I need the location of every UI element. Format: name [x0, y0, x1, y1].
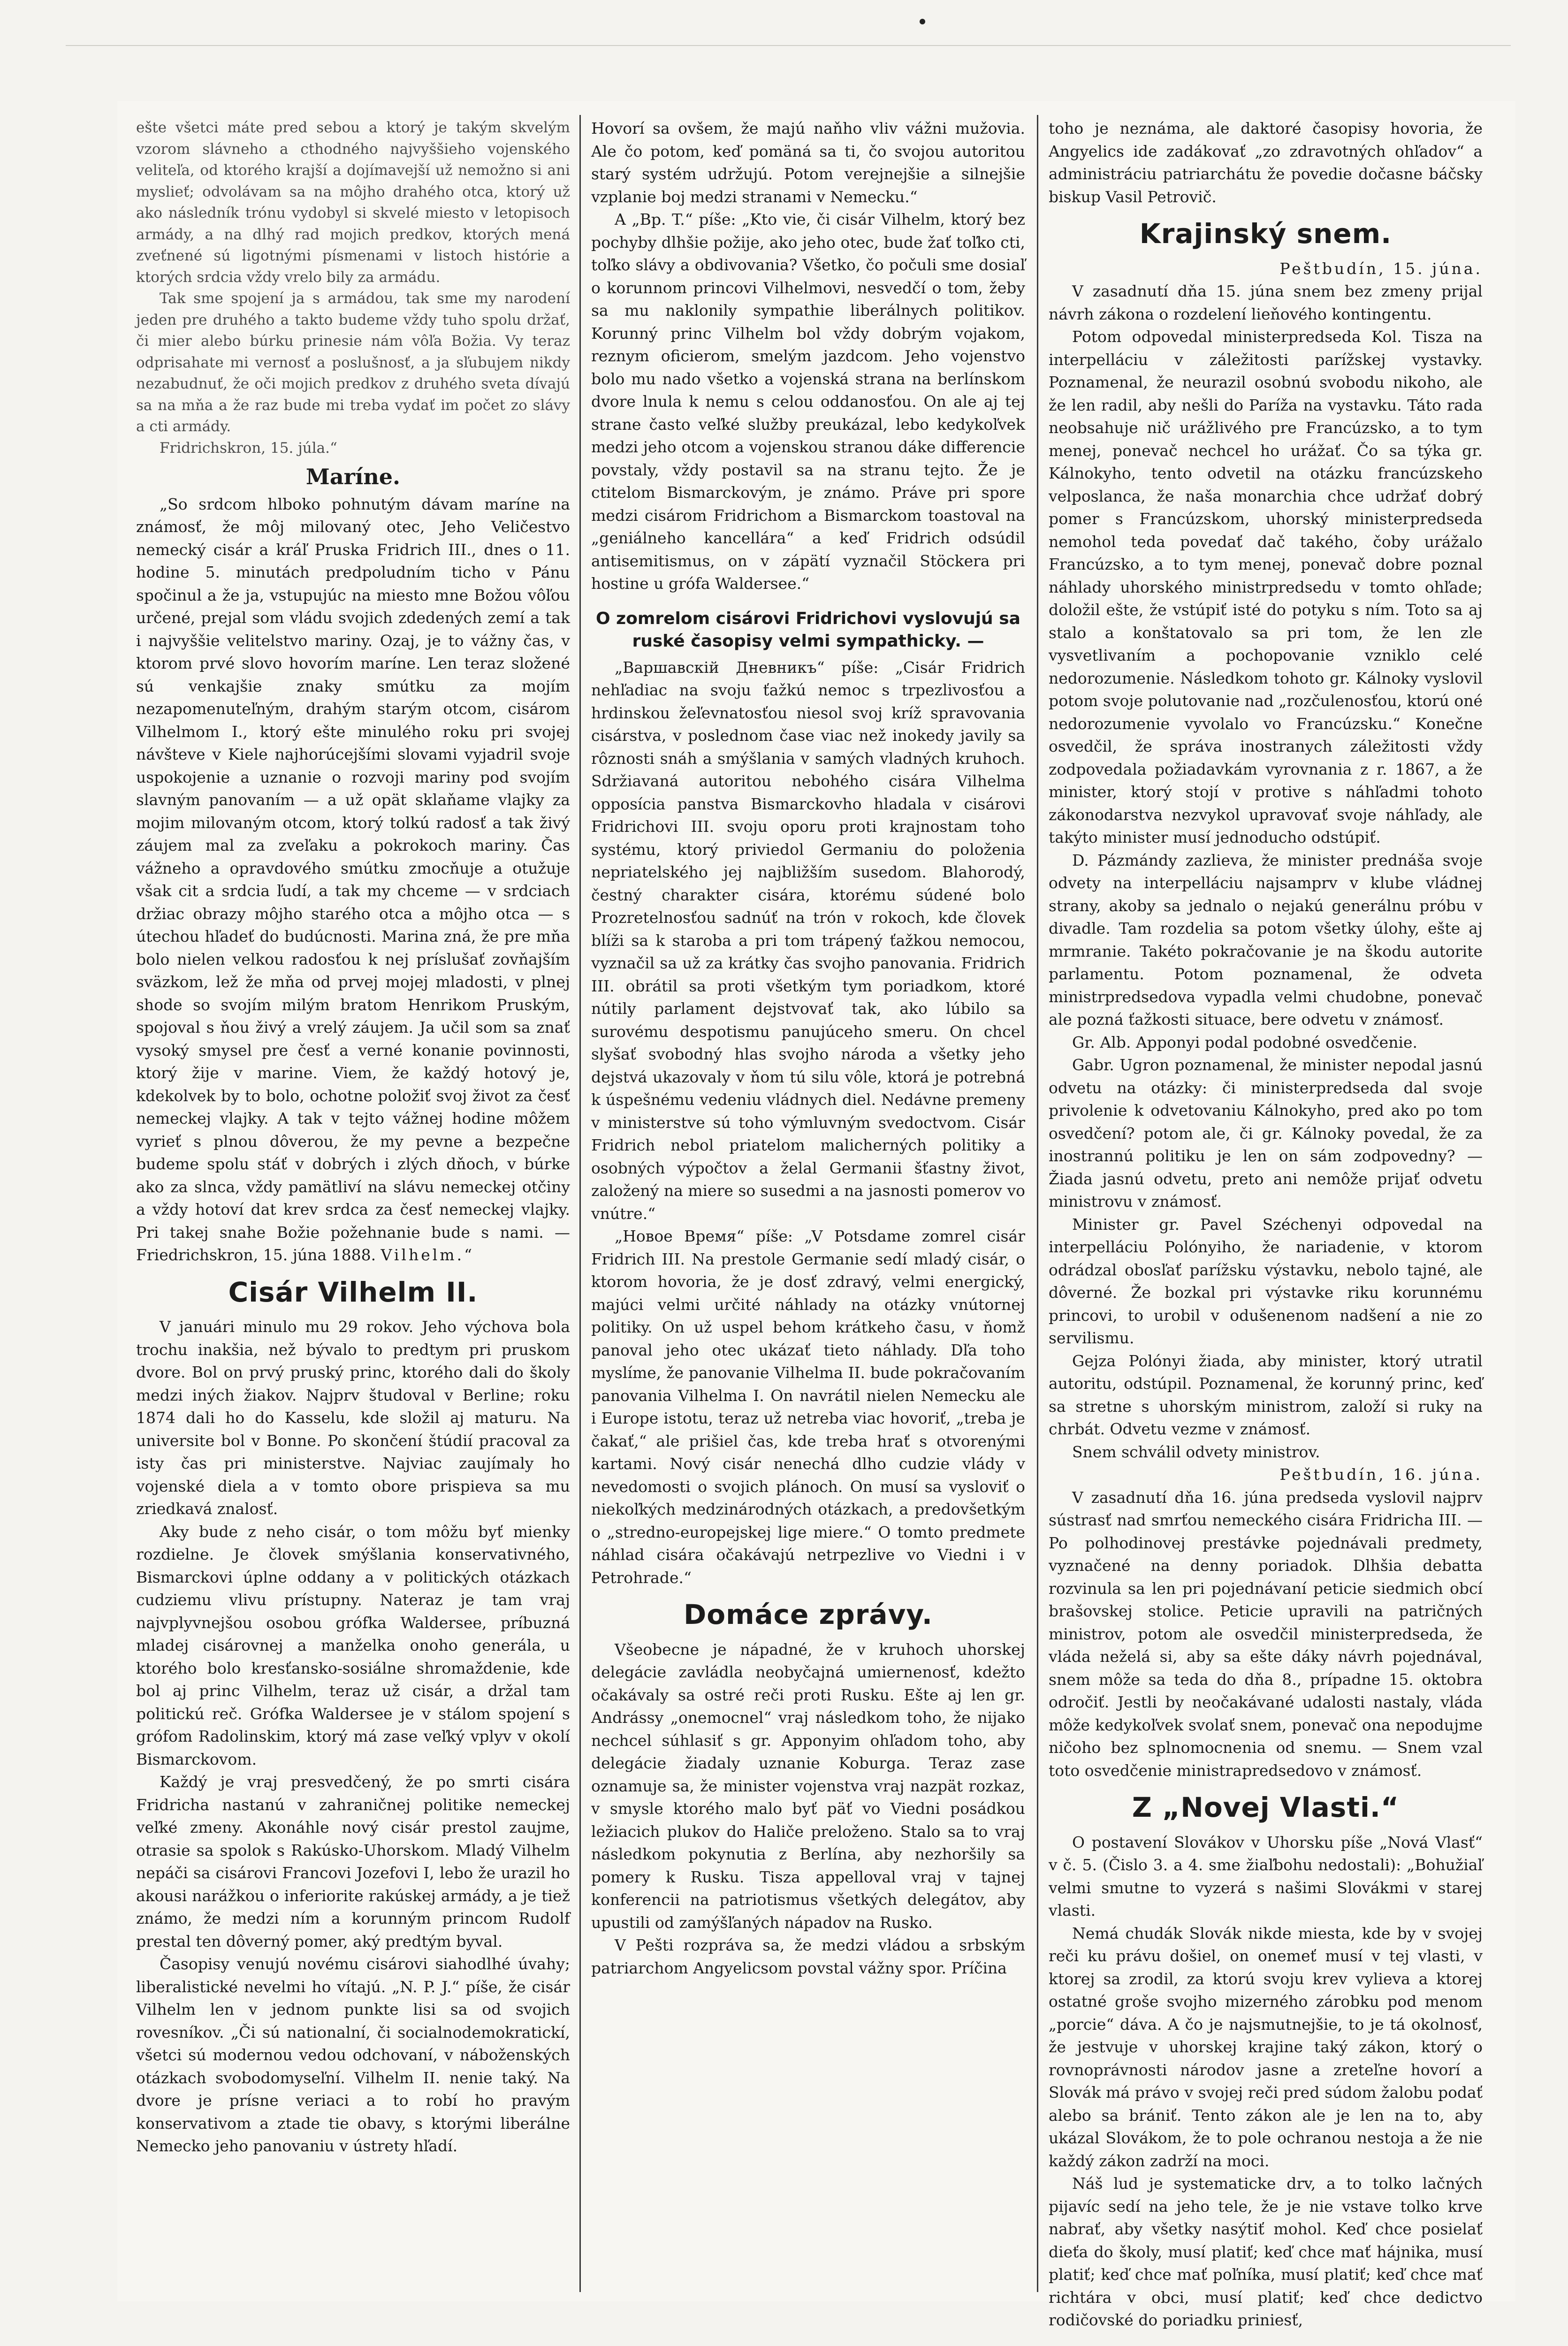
newspaper-page: [117, 101, 1515, 2329]
section-heading-nova-vlast: Z „Novej Vlasti.“: [1132, 1791, 1400, 1823]
paragraph: Snem schválil odvety ministrov.: [1072, 1442, 1320, 1461]
column-3: [1049, 117, 1483, 2332]
column-2: [591, 117, 1025, 1980]
paragraph: Hovorí sa ovšem, že majú naňho vliv vážni mužovia. Ale čo potom, keď pomäná sa ti, čo svojou autoritou starý systém udržujú. Potom verejnejšie a silnejšie vzplanie boj medzi stranami v Nemecku.“: [591, 119, 1025, 206]
paragraph: D. Pázmándy zazlieva, že minister prednáša svoje odvety na interpelláciu najsamprv v klube vládnej strany, akoby sa jednalo o nejakú generálnu próbu v divadle. Tam rozdelia sa potom všetky úlohy, ešte aj mrmranie. Takéto pokračovanie je na škodu autorite parlamentu. Potom poznamenal, že odveta ministrpredsedova vypadla velmi chudobne, ponevač ale pozná ťažkosti situace, bere odvetu v známosť.: [1049, 851, 1483, 1028]
column-rule: [1037, 115, 1038, 2292]
section-heading-diet: Krajinský snem.: [1139, 218, 1392, 250]
paragraph: O postavení Slovákov v Uhorsku píše „Nová Vlasť“ v č. 5. (Čislo 3. a 4. sme žiaľbohu nedostali): „Bohužiaľ velmi smutne to vyzerá s našimi Slovákmi v starej vlasti.: [1049, 1833, 1483, 1919]
paragraph: ešte všetci máte pred sebou a ktorý je takým skvelým vzorom slávneho a cthodného najvyššieho vojenského veliteľa, od ktorého krajší a dojímavejší už nemožno si ani myslieť; odvolávam sa na môjho drahého otca, ktorý už ako následník trónu vydobyl si skvelé miesto v letopisoch armády, a na dlhý rad mojich predkov, ktorých mená zveťnené sú ligotnými písmenami v listoch histórie a ktorých srdcia vždy vrelo bily za armádu.: [136, 119, 570, 286]
signature-line: Fridrichskron, 15. júla.“: [160, 439, 337, 457]
paragraph: „Новое Время“ píše: „V Potsdame zomrel cisár Fridrich III. Na prestole Germanie sedí mladý cisár, o ktorom hovoria, že je dosť zdravý, velmi energický, majúci velmi určité náhlady na otázky vnútornej politiky. On už uspel behom krátkeho času, v ňomž panoval jeho otec ukázať tieto náhlady. Dľa toho myslíme, že panovanie Vilhelma II. bude pokračovaním panovania Vilhelma I. On navrátil nielen Nemecku ale i Europe istotu, teraz už netreba viac hovoriť, „treba je čakať,“ ale prišiel čas, kde treba hrať s otvorenými kartami. Nový cisár nenechá dlho cudzie vlády v nevedomosti o svojich plánoch. On musí sa vysloviť o niekoľkých medzinárodných otázkach, a predovšetkým o „stredno-europejskej lige miere.“ O tomto predmete náhlad cisára očakávajú netrpezlive vo Viedni i v Petrohrade.“: [591, 1227, 1025, 1587]
dateline: Peštbudín, 16. júna.: [1279, 1465, 1483, 1484]
paragraph: Gabr. Ugron poznamenal, že minister nepodal jasnú odvetu na otázky: či ministerpredseda dal svoje privolenie k odvetovaniu Kálnokyho, pred ako po tom osvedčení? potom ale, či gr. Kálnoky povedal, že za inostrannú politiku je len on sám zodpovedny? — Žiada jasnú odvetu, preto ani nemôže prijať odvetu ministrovu v známosť.: [1049, 1056, 1483, 1211]
paragraph: V zasadnutí dňa 15. júna snem bez zmeny prijal návrh zákona o rozdelení lieňového kontingentu.: [1049, 282, 1483, 323]
proclamation-signature: Vilhelm.“: [381, 1246, 474, 1264]
paragraph: A „Bp. T.“ píše: „Kto vie, či cisár Vilhelm, ktorý bez pochyby dlhšie požije, ako jeho otec, bude žať toľko cti, toľko slávy a obdivovania? Všetko, čo počuli sme dosiaľ o korunnom princovi Vilhelmovi, nesvedčí o tom, žeby sa mu naklonily sympathie liberálnych politikov. Korunný princ Vilhelm bol vždy dobrým vojakom, reznym oficierom, smelým jazdcom. Jeho vojenstvo bolo mu nado všetko a vojenská strana na berlínskom dvore lnula k nemu s celou oddanosťou. On ale aj tej strane často veľké služby preukázal, lebo kedykoľvek medzi jeho otcom a vojenskou stranou dáke differencie povstaly, vždy postavil sa na stranu tejto. Že je ctitelom Bismarckovým, je známo. Práve pri spore medzi cisárom Fridrichom a Bismarckom toastoval na „geniálneho kancellára“ a keď Fridrich odsúdil antisemitismus, on v zápätí vyznačil Stöckera pri hostine u grófa Waldersee.“: [591, 210, 1025, 593]
paragraph: Každý je vraj presvedčený, že po smrti cisára Fridricha nastanú v zahraničnej politike nemeckej veľké zmeny. Akonáhle nový cisár prestol zaujme, otrasie sa spolok s Rakúsko-Uhorskom. Mladý Vilhelm nepáči sa cisárovi Francovi Jozefovi I, lebo že urazil ho akousi narážkou o inferiorite rakúskej armády, a je tiež známo, že medzi ním a korunným princom Rudolf prestal ten dôverný pomer, aký predtým byval.: [136, 1773, 570, 1950]
column-rule: [579, 115, 581, 2292]
section-heading-russian-press: O zomrelom cisárovi Fridrichovi vyslovujú sa ruské časopisy velmi sympathicky. —: [596, 609, 1020, 651]
paragraph: Všeobecne je nápadné, že v kruhoch uhorskej delegácie zavládla neobyčajná umiernenosť, kdežto očakávaly sa ostré reči proti Rusku. Ešte aj len gr. Andrássy „onemocnel“ vraj následkom toho, že nijako nechcel súhlasiť s gr. Apponyim ohľadom toho, aby delegácie žiadaly uznanie Koburga. Teraz zase oznamuje sa, že minister vojenstva vraj nazpät rozkaz, v smysle ktorého malo byť päť vo Viedni posádkou ležiacich plukov do Haliče preloženo. Stalo sa to vraj následkom pokynutia z Berlína, aby nezhoršily sa pomery k Rusku. Tisza appelloval vraj v tajnej konferencii na patriotismus všetkých delegátov, aby upustili od zamýšľaných nápadov na Rusko.: [591, 1640, 1025, 1932]
paragraph: V Pešti rozpráva sa, že medzi vládou a srbským patriarchom Angyelicsom povstal vážny spor. Príčina: [591, 1936, 1025, 1977]
paragraph: Minister gr. Pavel Széchenyi odpovedal na interpelláciu Polónyiho, že nariadenie, v ktorom odrádzal obosľať parížsku výstavku, nebolo tajné, ale dôverné. Že bozkal pri výstavke riku korunnému princovi, to urobil v odušenenom nadšení a nie zo servilismu.: [1049, 1215, 1483, 1347]
paragraph: Gr. Alb. Apponyi podal podobné osvedčenie.: [1072, 1033, 1418, 1051]
paragraph: Aky bude z neho cisár, o tom môžu byť mienky rozdielne. Je človek smýšlania konservativného, Bismarckovi úplne oddany a v politických otázkach cudziemu vlivu prístupny. Nateraz je tam vraj najvplyvnejšou osobou grófka Waldersee, príbuzná mladej cisárovnej a manželka onoho generála, u ktorého bolo kresťansko-sosiálne shromaždenie, kde bol aj princ Vilhelm, teraz už cisár, a držal tam politickú reč. Grófka Waldersee je v stálom spojení s grófom Radolinskim, ktorý má zase veľký vplyv v okolí Bismarckovom.: [136, 1522, 570, 1768]
column-1: [136, 117, 570, 2158]
section-heading-marine: Maríne.: [305, 464, 401, 489]
scan-dot: [920, 19, 925, 24]
paragraph: Nemá chudák Slovák nikde miesta, kde by v svojej reči ku právu došiel, on onemeť musí v tej vlasti, v ktorej sa zrodil, za ktorú svoju krev vylieva a ktorej ostatné groše svojho mizerného zárobku pod menom „porcie“ dáva. A čo je najsmutnejšie, to je tá okolnosť, že jestvuje v uhorskej krajine taký zákon, ktorý o rovnoprávnosti národov jasne a zreteľne hovorí a Slovák má právo v svojej reči pred súdom žalobu podať alebo sa brániť. Tento zákon ale je len na to, aby ukázal Slovákom, že to pole ochranou nestoja a že nie každý zákon zadrží na moci.: [1049, 1924, 1483, 2170]
paragraph: Časopisy venujú novému cisárovi siahodlhé úvahy; liberalistické nevelmi ho vítajú. „N. P. J.“ píše, že cisár Vilhelm len v jednom punkte lisi sa od svojich rovesníkov. „Či sú nationalní, či socialnodemokratickí, všetci sú modernou vedou odchovaní, v náboženských otázkach svobodomyseľní. Vilhelm II. nenie taký. Na dvore je prísne veriaci a to robí ho pravým konservativom a ztade tie obavy, s ktorými liberálne Nemecko jeho panovaniu v ústrety hľadí.: [136, 1955, 570, 2155]
dateline: Peštbudín, 15. júna.: [1279, 259, 1483, 278]
paragraph: V januári minulo mu 29 rokov. Jeho výchova bola trochu inakšia, než bývalo to predtym pri pruskom dvore. Bol on prvý pruský princ, ktorého dali do školy medzi iných žiakov. Najprv študoval v Berline; roku 1874 dali ho do Kasselu, kde složil aj maturu. Na universite bol v Bonne. Po skončení štúdií pracoval za isty čas pri ministerstve. Najviac zaujímaly ho vojenské diela a v tomto obore prispieva sa mu zriedkavá znalosť.: [136, 1318, 570, 1518]
paragraph: toho je neznáma, ale daktoré časopisy hovoria, že Angyelics ide zadákovať „zo zdravotných ohľadov“ a administráciu patriarchátu že povedie dočasne báčsky biskup Vasil Petrovič.: [1049, 119, 1483, 206]
paragraph: [136, 493, 570, 1267]
scan-edge-line: [66, 45, 1511, 46]
paragraph: Tak sme spojení ja s armádou, tak sme my narodení jeden pre druhého a takto budeme vždy tuho spolu držať, či mier alebo búrku prinesie nám vôľa Božia. Vy teraz odprisahate mi vernosť a poslušnosť, a ja sľubujem nikdy nezabudnuť, že oči mojich predkov z druhého sveta dívajú sa na mňa a že raz bude mi treba vydať im počet zo slávy a cti armády.: [136, 290, 570, 435]
paragraph: Potom odpovedal ministerpredseda Kol. Tisza na interpelláciu v záležitosti parížskej vystavky. Poznamenal, že neurazil osobnú svobodu nikoho, ale že len radil, aby nešli do Paríža na vystavku. Táto rada neobsahuje nič urážlivého pre Francúzsko, a to tym menej, ponevač nechcel ho urážať. Čo sa týka gr. Kálnokyho, tento odvetil na otázku francúzskeho velposlanca, že naša monarchia chce udržať dobrý pomer s Francúzskom, uhorský ministerpredseda nemohol teda povedať dač takého, čoby urážalo Francúzsko, a to tym menej, ponevač dobre poznal náhlady uhorského ministrpredsedu v tomto ohľade; doložil ešte, že vstúpiť isté do potyku s ním. Toto sa aj stalo a konštatovalo sa pri tom, že len zle vysvetlivaním a pochopovanie vzniklo celé nedorozumenie. Následkom tohoto gr. Kálnoky vyslovil potom svoje polutovanie nad „rozčulenosťou, ktorú oné nedorozumenie vyvolalo vo Francúzsku.“ Konečne osvedčil, že správa inostranych záležitosti vždy zodpovedala požiadavkám vyrovnania z r. 1867, a že minister, ktorý stojí v protive s náhľadmi tohoto zákonodarstva nezvykol upravovať svoje náhľady, ale takýto minister musí jednoducho odstúpiť.: [1049, 328, 1483, 846]
section-heading-wilhelm: Cisár Vilhelm II.: [228, 1276, 478, 1308]
section-heading-domestic: Domáce zprávy.: [684, 1599, 933, 1630]
proclamation-text: „So srdcom hlboko pohnutým dávam maríne na známosť, že môj milovaný otec, Jeho Veličestvo nemecký cisár a kráľ Pruska Fridrich III., dnes o 11. hodine 5. minutách predpoludním ticho v Pánu spočinul a že ja, vstupujúc na miesto mne Božou vôľou určené, prejal som vládu svojich zdedených zemí a tak i najvyššie velitelstvo mariny. Ozaj, je to vážny čas, v ktorom prvé slovo hovorím maríne. Len teraz složené sú venkajšie znaky smútku za mojím nezapomenuteľným, drahým starým otcom, cisárom Vilhelmom I., ktorý ešte minulého roku pri svojej návšteve v Kiele najhorúcejšími slovami vyjadril svoje uspokojenie a uznanie o rozvoji mariny pod svojím slavným panovaním — a už opät sklaňame vlajky za mojim milovaným otcom, ktorý tolkú radosť a tak živý záujem mal za zveľaku a pokrokoch mariny. Čas vážneho a opravdového smútku zmocňuje a otužuje však cit a srdcia ľudí, a tak my chceme — v srdciach držiac obrazy môjho starého otca a môjho otca — s útechou hľadeť do budúcnosti. Marina zná, že pre mňa bolo nielen velkou radosťou k nej príslušať zovňajším sväzkom, lež že mňa od prvej mojej mladosti, v plnej shode so svojím milým bratom Henrikom Pruským, spojoval s ňou živý a vrelý záujem. Ja učil som sa znať vysoký smysel pre česť a verné konanie povinnosti, ktorý žije v marine. Viem, že každý hotový je, kdekolvek by to bolo, ochotne položiť svoj život za česť nemeckej vlajky. A tak v tejto vážnej hodine môžem vyrieť s plnou dôverou, že my pevne a bezpečne budeme spolu stáť v dobrých i zlých dňoch, v búrke ako za slnca, vždy pamätliví na slávu nemeckej otčiny a vždy hotoví dat krev srdca za česť nemeckej vlajky. Pri takej snahe Božie požehnanie bude s nami. — Friedrichskron, 15. júna 1888.: [136, 495, 570, 1264]
paragraph: „Варшавскiй Дневникъ“ píše: „Cisár Fridrich nehľadiac na svoju ťažkú nemoc s trpezlivosťou a hrdinskou žeľevnatosťou niesol svoj kríž spravovania cisárstva, v poslednom čase viac než inokedy javily sa rôznosti snáh a smýšlania v samých vladných kruhoch. Sdržiavaná autoritou nebohého cisára Vilhelma opposícia panstva Bismarckovho hladala v cisárovi Fridrichovi III. svoju oporu proti krajnostam toho systému, ktorý priviedol Germaniu do položenia nepriatelského jej najbližším susedom. Blahorodý, čestný charakter cisára, ktorému súdené bolo Prozretelnosťou sadnúť na trón v rokoch, kde človek blíži sa k staroba a pri tom trápený ťažkou nemocou, vyznačil sa už za krátky čas svojho panovania. Fridrich III. obrátil sa proti všetkým tym poriadkom, ktoré nútily parlament dejstvovať tak, ako lúbilo sa surovému despotismu panujúceho smeru. On chcel slyšať svobodný hlas svojho národa a všetky jeho dejstvá ukazovaly v ňom tú silu vôle, ktorá je potrebná k úspešnému vedeniu vládnych diel. Nedávne premeny v ministerstve sú toho výmluvným svedoctvom. Cisár Fridrich nebol priatelom malicherných politiky a osobných výpočtov a želal Germanii šťastny život, založený na miere so susedmi a na jasnosti pomerov vo vnútre.“: [591, 658, 1025, 1223]
paragraph: Gejza Polónyi žiada, aby minister, ktorý utratil autoritu, odstúpil. Poznamenal, že korunný princ, keď sa stretne s uhorským ministrom, založí si ruky na chrbát. Odvetu vezme v známosť.: [1049, 1351, 1483, 1438]
paragraph: Náš lud je systematicke drv, a to tolko lačných pijavíc sedí na jeho tele, že je nie vstave tolko krve nabrať, aby všetky nasýtiť mohol. Keď chce posielať dieťa do školy, musí platiť; keď chce mať hájnika, musí platiť; keď chce mať poľníka, musí platiť; keď chce mať richtára v obci, musí platiť; keď chce dedictvo rodičovské do poriadku priniesť,: [1049, 2174, 1483, 2329]
paragraph: V zasadnutí dňa 16. júna predseda vyslovil najprv sústrasť nad smrťou nemeckého cisára Fridricha III. — Po polhodinovej prestávke pojednávali predmety, vyznačené na denny poriadok. Dlhšia debatta rozvinula sa len pri pojednávaní peticie siedmich obcí brašovskej stolice. Peticie upravili na patričných ministrov, potom ale osvedčil ministerpredseda, že vláda neželá si, aby sa ešte dáky návrh pojednával, snem môže sa teda do dňa 8., prípadne 15. oktobra odročiť. Jestli by neočakávané udalosti nastaly, vláda môže kedykoľvek svolať snem, ponevač ona nepodujme ničoho bez splnomocnenia od snemu. — Snem vzal toto osvedčenie ministrapredsedovo v známosť.: [1049, 1488, 1483, 1780]
